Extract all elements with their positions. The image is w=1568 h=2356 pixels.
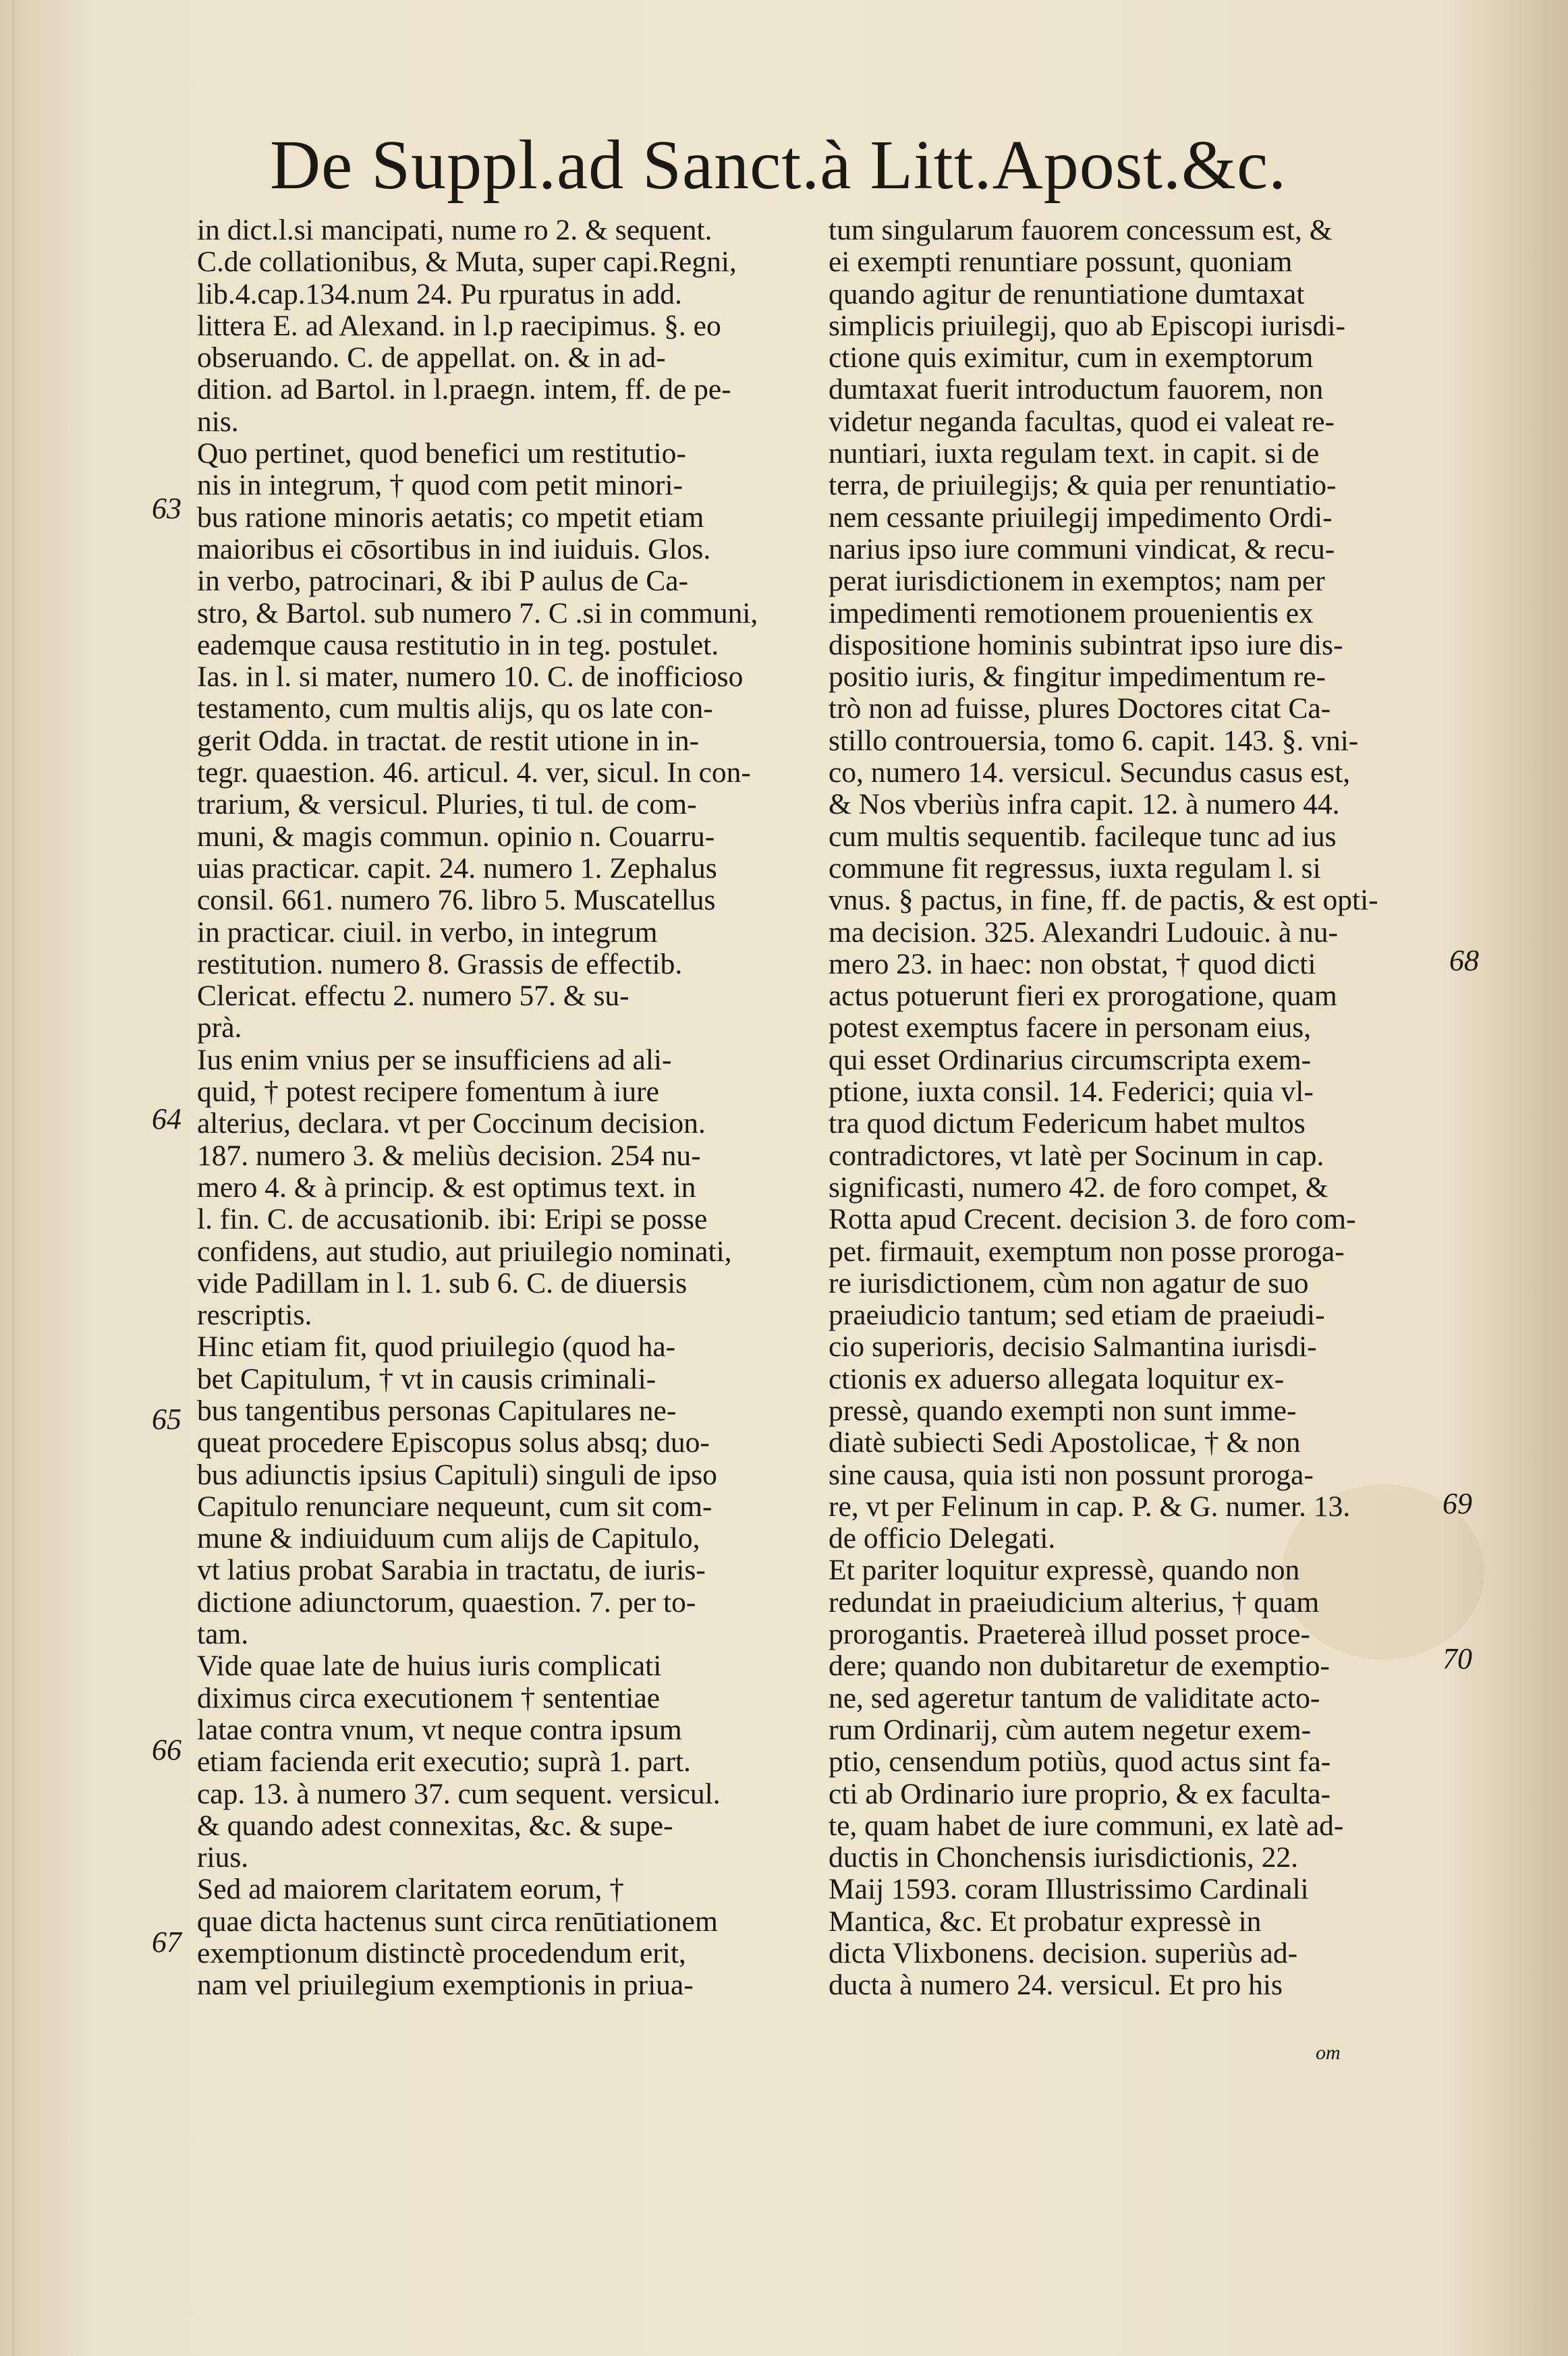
- text-line: ptio, censendum potiùs, quod actus sint fa-: [829, 1745, 1331, 1778]
- text-line: pet. firmauit, exemptum non posse proroga-: [829, 1235, 1345, 1268]
- text-line: Hinc etiam fit, quod priuilegio (quod ha-: [197, 1330, 676, 1364]
- binding-edge: [12, 0, 14, 2356]
- text-line: vide Padillam in l. 1. sub 6. C. de diuersis: [197, 1266, 688, 1299]
- text-line: dere; quando non dubitaretur de exemptio-: [829, 1650, 1330, 1683]
- text-line: ne, sed ageretur tantum de validitate acto-: [829, 1681, 1320, 1714]
- text-line: latae contra vnum, vt neque contra ipsum: [197, 1713, 682, 1746]
- text-line: Ias. in l. si mater, numero 10. C. de inofficioso: [197, 661, 744, 694]
- text-line: C.de collationibus, & Muta, super capi.Regni,: [197, 246, 737, 279]
- text-line: maioribus ei cōsortibus in ind iuiduis. Glos.: [197, 532, 711, 565]
- margin-number-69: 69: [1443, 1487, 1472, 1520]
- text-line: ma decision. 325. Alexandri Ludouic. à nu-: [829, 916, 1339, 949]
- text-line: mune & indiuiduum cum alijs de Capitulo,: [197, 1522, 700, 1555]
- text-line: ductis in Chonchensis iurisdictionis, 22.: [829, 1841, 1298, 1874]
- text-line: littera E. ad Alexand. in l.p raecipimus. §. eo: [197, 309, 721, 342]
- text-line: Rotta apud Crecent. decision 3. de foro com-: [829, 1203, 1356, 1236]
- text-line: actus potuerunt fieri ex prorogatione, quam: [829, 980, 1337, 1013]
- left-column: [197, 215, 804, 2002]
- text-line: positio iuris, & fingitur impedimentum re-: [829, 661, 1326, 694]
- text-line: queat procedere Episcopus solus absq; duo-: [197, 1426, 710, 1459]
- margin-number-67: 67: [152, 1926, 181, 1959]
- margin-number-65: 65: [152, 1403, 181, 1436]
- text-line: bus ratione minoris aetatis; co mpetit etiam: [197, 501, 704, 534]
- text-line: qui esset Ordinarius circumscripta exem-: [829, 1043, 1312, 1076]
- text-line: pressè, quando exempti non sunt imme-: [829, 1394, 1297, 1427]
- text-line: Sed ad maiorem claritatem eorum, †: [197, 1873, 624, 1906]
- text-line: prà.: [197, 1011, 242, 1044]
- text-line: in practicar. ciuil. in verbo, in integrum: [197, 916, 658, 949]
- text-line: simplicis priuilegij, quo ab Episcopi iurisdi-: [829, 309, 1346, 342]
- text-line: Ius enim vnius per se insufficiens ad ali-: [197, 1043, 672, 1076]
- text-line: cap. 13. à numero 37. cum sequent. versicul.: [197, 1777, 721, 1810]
- text-line: impedimenti remotionem prouenientis ex: [829, 596, 1314, 629]
- text-line: vnus. § pactus, in fine, ff. de pactis, & est opti-: [829, 884, 1378, 917]
- text-line: nis in integrum, † quod com petit minori-: [197, 469, 683, 502]
- text-line: nuntiari, iuxta regulam text. in capit. si de: [829, 437, 1320, 470]
- text-line: Quo pertinet, quod benefici um restitutio-: [197, 437, 686, 470]
- text-line: obseruando. C. de appellat. on. & in ad-: [197, 341, 666, 374]
- text-line: & Nos vberiùs infra capit. 12. à numero 44.: [829, 788, 1340, 821]
- text-line: bus tangentibus personas Capitulares ne-: [197, 1394, 677, 1427]
- text-line: prorogantis. Praetereà illud posset proce-: [829, 1618, 1310, 1651]
- text-line: uias practicar. capit. 24. numero 1. Zephalus: [197, 851, 717, 885]
- text-line: perat iurisdictionem in exemptos; nam per: [829, 565, 1325, 598]
- margin-number-70: 70: [1443, 1642, 1472, 1675]
- text-line: rescriptis.: [197, 1299, 312, 1332]
- text-line: nam vel priuilegium exemptionis in priua-: [197, 1969, 694, 2002]
- text-line: narius ipso iure communi vindicat, & recu-: [829, 532, 1335, 565]
- text-line: in verbo, patrocinari, & ibi P aulus de Ca-: [197, 565, 689, 598]
- text-line: terra, de priuilegijs; & quia per renuntiatio-: [829, 469, 1337, 502]
- text-line: alterius, declara. vt per Coccinum decision.: [197, 1107, 706, 1140]
- text-line: ei exempti renuntiare possunt, quoniam: [829, 246, 1293, 279]
- text-line: Maij 1593. coram Illustrissimo Cardinali: [829, 1873, 1309, 1906]
- margin-number-68: 68: [1449, 944, 1479, 977]
- catchword: om: [1316, 2042, 1341, 2064]
- text-line: ducta à numero 24. versicul. Et pro his: [829, 1969, 1283, 2002]
- text-line: quid, † potest recipere fomentum à iure: [197, 1075, 659, 1109]
- text-line: Et pariter loquitur expressè, quando non: [829, 1554, 1300, 1587]
- text-line: gerit Odda. in tractat. de restit utione in in-: [197, 724, 700, 757]
- text-line: mero 23. in haec: non obstat, † quod dicti: [829, 947, 1316, 980]
- text-line: dumtaxat fuerit introductum fauorem, non: [829, 373, 1324, 406]
- text-line: ctionis ex aduerso allegata loquitur ex-: [829, 1362, 1285, 1395]
- text-line: stillo controuersia, tomo 6. capit. 143. §. vni-: [829, 724, 1359, 757]
- margin-number-64: 64: [152, 1102, 181, 1135]
- text-line: nis.: [197, 405, 239, 438]
- text-line: mero 4. & à princip. & est optimus text. in: [197, 1171, 696, 1204]
- text-line: tegr. quaestion. 46. articul. 4. ver, sicul. In con-: [197, 756, 751, 789]
- text-line: diximus circa executionem † sententiae: [197, 1681, 661, 1714]
- right-column: [829, 215, 1436, 2002]
- text-line: dicta Vlixbonens. decision. superiùs ad-: [829, 1937, 1298, 1970]
- margin-number-63: 63: [152, 492, 181, 525]
- text-line: vt latius probat Sarabia in tractatu, de iuris-: [197, 1554, 706, 1587]
- text-line: nem cessante priuilegij impedimento Ordi-: [829, 501, 1333, 534]
- text-line: muni, & magis commun. opinio n. Couarru-: [197, 820, 715, 853]
- text-line: sine causa, quia isti non possunt proroga-: [829, 1458, 1314, 1491]
- text-line: eademque causa restitutio in in teg. postulet.: [197, 628, 719, 661]
- text-line: exemptionum distinctè procedendum erit,: [197, 1937, 686, 1970]
- text-line: Capitulo renunciare nequeunt, cum sit com-: [197, 1490, 712, 1523]
- text-line: de officio Delegati.: [829, 1522, 1056, 1555]
- text-line: & quando adest connexitas, &c. & supe-: [197, 1809, 673, 1842]
- text-line: etiam facienda erit executio; suprà 1. part.: [197, 1745, 691, 1778]
- text-line: trarium, & versicul. Pluries, ti tul. de com-: [197, 788, 697, 821]
- text-line: cum multis sequentib. facileque tunc ad ius: [829, 820, 1337, 853]
- text-line: confidens, aut studio, aut priuilegio nominati,: [197, 1235, 732, 1268]
- text-line: testamento, cum multis alijs, qu os late con-: [197, 692, 713, 725]
- text-line: re iurisdictionem, cùm non agatur de suo: [829, 1266, 1309, 1299]
- text-line: stro, & Bartol. sub numero 7. C .si in communi,: [197, 596, 758, 629]
- text-line: potest exemptus facere in personam eius,: [829, 1011, 1312, 1044]
- text-line: l. fin. C. de accusationib. ibi: Eripi se posse: [197, 1203, 708, 1236]
- text-line: cti ab Ordinario iure proprio, & ex faculta-: [829, 1777, 1331, 1810]
- text-line: lib.4.cap.134.num 24. Pu rpuratus in add.: [197, 277, 682, 310]
- text-line: consil. 661. numero 76. libro 5. Muscatellus: [197, 884, 716, 917]
- text-line: co, numero 14. versicul. Secundus casus est,: [829, 756, 1351, 789]
- text-line: contradictores, vt latè per Socinum in cap.: [829, 1139, 1324, 1172]
- text-line: Mantica, &c. Et probatur expressè in: [829, 1905, 1262, 1938]
- text-line: Vide quae late de huius iuris complicati: [197, 1650, 662, 1683]
- text-line: dictione adiunctorum, quaestion. 7. per to-: [197, 1586, 696, 1619]
- margin-number-66: 66: [152, 1733, 181, 1766]
- text-line: in dict.l.si mancipati, nume ro 2. & sequent.: [197, 214, 712, 246]
- text-line: tra quod dictum Federicum habet multos: [829, 1107, 1306, 1140]
- text-line: 187. numero 3. & meliùs decision. 254 nu-: [197, 1139, 701, 1172]
- text-line: tum singularum fauorem concessum est, &: [829, 214, 1333, 246]
- text-line: trò non ad fuisse, plures Doctores citat Ca-: [829, 692, 1331, 725]
- text-line: ptione, iuxta consil. 14. Federici; quia vl-: [829, 1075, 1314, 1109]
- running-header: De Suppl.ad Sanct.à Litt.Apost.&c.: [270, 126, 1287, 204]
- text-line: rius.: [197, 1841, 249, 1874]
- text-line: videtur neganda facultas, quod ei valeat re-: [829, 405, 1335, 438]
- text-line: restitution. numero 8. Grassis de effectib.: [197, 947, 683, 980]
- text-line: cio superioris, decisio Salmantina iurisdi-: [829, 1330, 1317, 1364]
- text-line: commune fit regressus, iuxta regulam l. si: [829, 851, 1321, 885]
- text-line: dispositione hominis subintrat ipso iure dis-: [829, 628, 1343, 661]
- text-line: quae dicta hactenus sunt circa renūtiationem: [197, 1905, 718, 1938]
- text-line: ctione quis eximitur, cum in exemptorum: [829, 341, 1314, 374]
- text-line: significasti, numero 42. de foro compet, &: [829, 1171, 1328, 1204]
- text-line: diatè subiecti Sedi Apostolicae, † & non: [829, 1426, 1301, 1459]
- text-line: te, quam habet de iure communi, ex latè ad-: [829, 1809, 1344, 1842]
- text-line: bus adiunctis ipsius Capituli) singuli de ipso: [197, 1458, 717, 1491]
- text-line: dition. ad Bartol. in l.praegn. intem, ff. de pe-: [197, 373, 731, 406]
- text-line: redundat in praeiudicium alterius, † quam: [829, 1586, 1320, 1619]
- text-line: re, vt per Felinum in cap. P. & G. numer. 13.: [829, 1490, 1351, 1523]
- text-line: quando agitur de renuntiatione dumtaxat: [829, 277, 1305, 310]
- text-line: bet Capitulum, † vt in causis criminali-: [197, 1362, 656, 1395]
- text-line: rum Ordinarij, cùm autem negetur exem-: [829, 1713, 1312, 1746]
- text-line: tam.: [197, 1618, 249, 1651]
- text-line: Clericat. effectu 2. numero 57. & su-: [197, 980, 629, 1013]
- text-line: praeiudicio tantum; sed etiam de praeiudi-: [829, 1299, 1325, 1332]
